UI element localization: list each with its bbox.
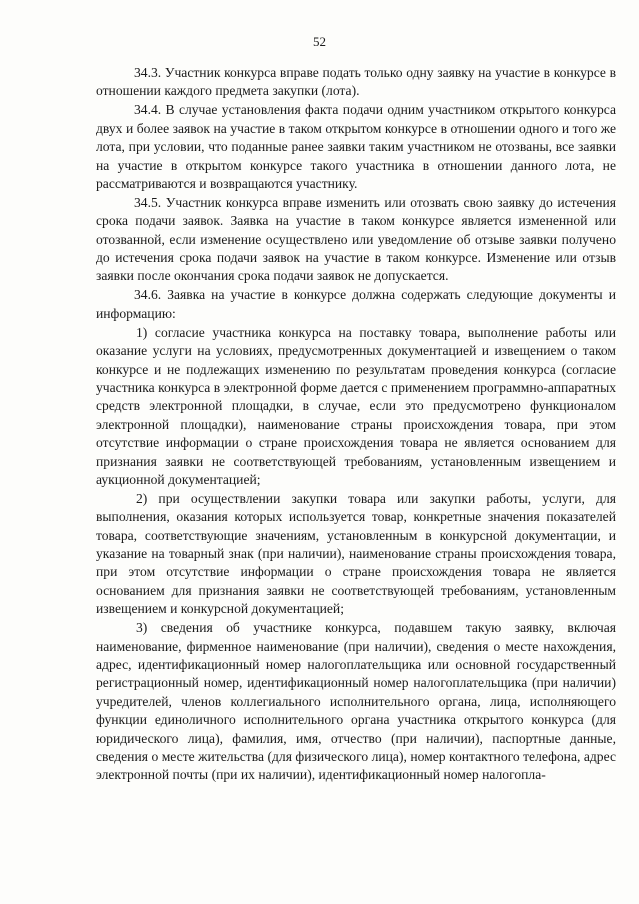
list-item-3: 3) сведения об участнике конкурса, подавшем такую заявку, включая наименование, фирменное наименование (при наличии), сведения о месте нахождения, адрес, идентификационный номер налогоплательщика или основной государственный регистрационный номер, идентификационный номер налогоплательщика (при наличии) учредителей, членов коллегиального исполнительного органа, лица, исполняющего функции единоличного исполнительного органа участника открытого конкурса (для юридического лица), фамилия, имя, отчество (при наличии), паспортные данные, сведения о месте жительства (для физического лица), номер контактного телефона, адрес электронной почты (при их наличии), идентификационный номер налогопла- — [96, 620, 616, 783]
paragraph-34-5: 34.5. Участник конкурса вправе изменить или отозвать свою заявку до истечения срока подачи заявок. Заявка на участие в таком конкурсе является измененной или отозванной, если изменение осуществлено или уведомление об отзыве заявки получено до истечения срока подачи заявок на участие в таком конкурсе. Изменение или отзыв заявки после окончания срока подачи заявок не допускается. — [96, 194, 616, 284]
paragraph-34-4: 34.4. В случае установления факта подачи одним участником открытого конкурса двух и более заявок на участие в таком открытом конкурсе в отношении одного и того же лота, при условии, что поданные ранее заявки таким участником не отозваны, все заявки на участие в открытом конкурсе такого участника в отношении данного лота, не рассматриваются и возвращаются участнику. — [96, 102, 616, 191]
list-item-1: 1) согласие участника конкурса на поставку товара, выполнение работы или оказание услуги на условиях, предусмотренных документацией и извещением о таком конкурсе и не подлежащих изменению по результатам проведения конкурса (согласие участника конкурса в электронной форме дается с применением программно-аппаратных средств электронной площадки, в случае, если это предусмотрено функционалом электронной площадки), наименование страны происхождения товара, при этом отсутствие информации о стране происхождения товара не является основанием для признания заявки не соответствующей требованиям, установленным извещением и аукционной документацией; — [96, 324, 616, 487]
paragraph-34-6: 34.6. Заявка на участие в конкурсе должна содержать следующие документы и информацию: — [96, 287, 616, 321]
list-item-2: 2) при осуществлении закупки товара или закупки работы, услуги, для выполнения, оказания которых используется товар, конкретные значения показателей товара, соответствующие значениям, установленным в конкурсной документации, и указание на товарный знак (при наличии), наименование страны происхождения товара, при этом отсутствие информации о стране происхождения товара не является основанием для признания заявки не соответствующей требованиям, установленным извещением и конкурсной документацией; — [96, 490, 616, 617]
paragraph-34-3: 34.3. Участник конкурса вправе подать только одну заявку на участие в конкурсе в отношении каждого предмета закупки (лота). — [96, 65, 616, 99]
document-body — [96, 64, 616, 785]
page-number: 52 — [313, 34, 326, 49]
